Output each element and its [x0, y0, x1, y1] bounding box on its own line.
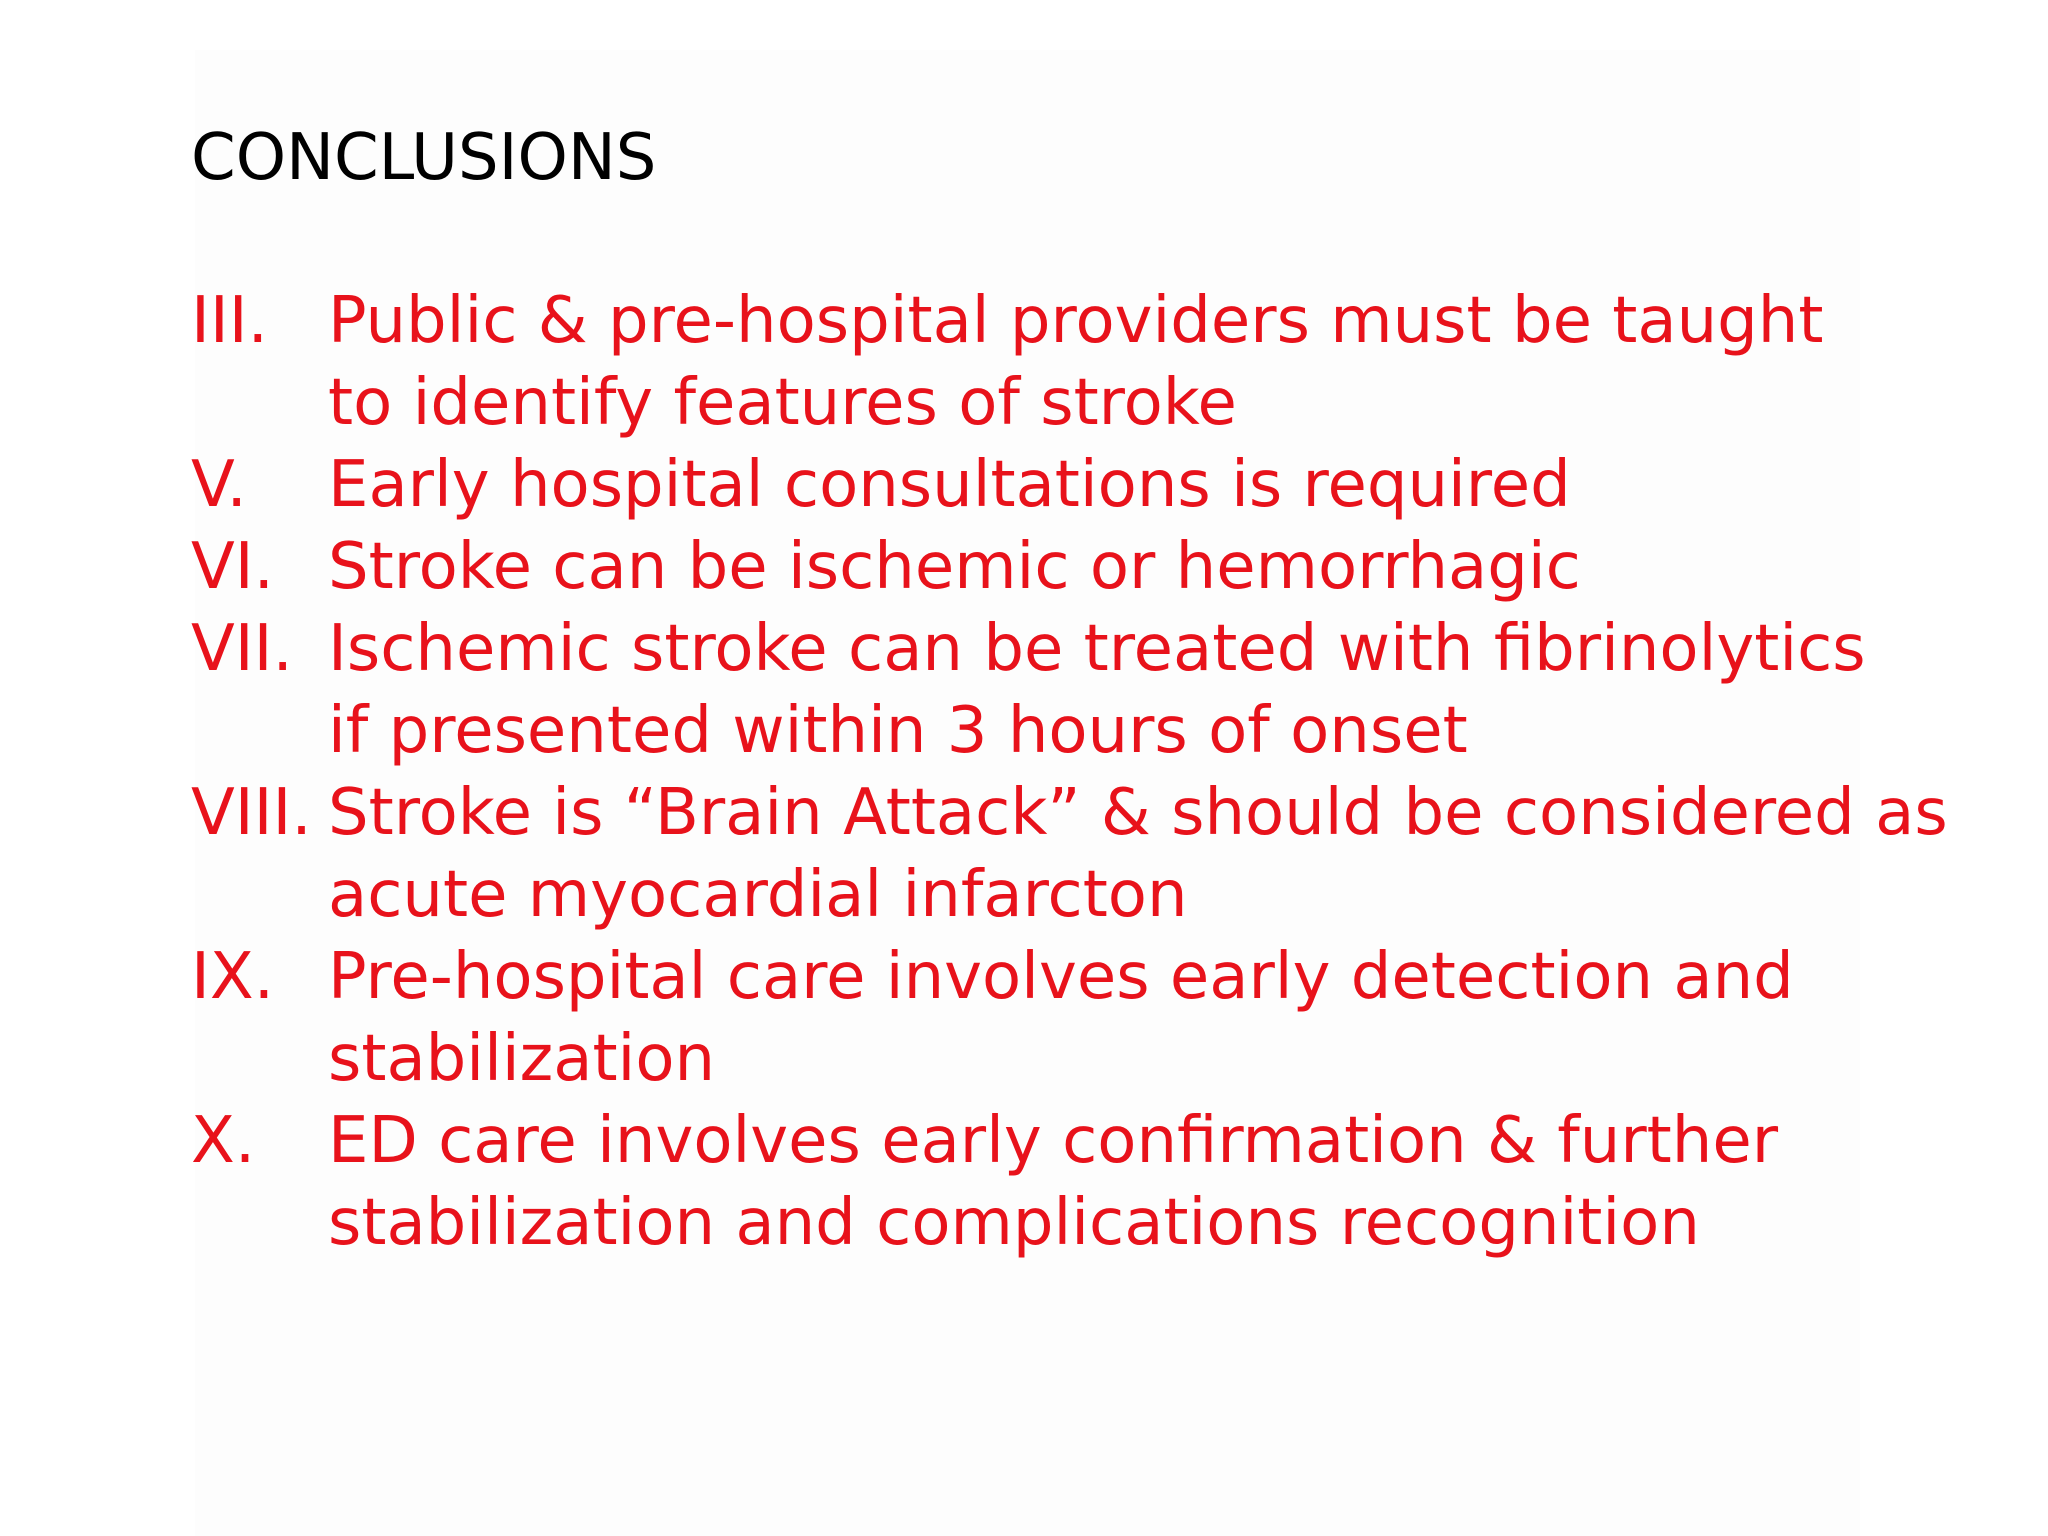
list-item [191, 280, 1891, 444]
list-item-text: ED care involves early confirmation & further stabilization and complications recognition [328, 1104, 1778, 1260]
list-item-numeral: VII. [191, 612, 293, 686]
list-item-text: Stroke is “Brain Attack” & should be considered as acute myocardial infarcton [328, 776, 1948, 932]
list-item [191, 444, 1891, 526]
list-item-numeral: VIII. [191, 776, 312, 850]
list-item-text: Early hospital consultations is required [328, 448, 1571, 522]
slide-title: CONCLUSIONS [191, 121, 657, 195]
list-item [191, 772, 1948, 936]
list-item-text: Public & pre-hospital providers must be taught to identify features of stroke [328, 284, 1824, 440]
list-item-numeral: V. [191, 448, 247, 522]
list-item [191, 1100, 1891, 1264]
list-item-numeral: III. [191, 284, 268, 358]
list-item-text: Ischemic stroke can be treated with fibrinolytics if presented within 3 hours of onset [328, 612, 1866, 768]
list-item [191, 608, 1891, 772]
list-item-text: Pre-hospital care involves early detection and stabilization [328, 940, 1794, 1096]
list-item-numeral: VI. [191, 530, 274, 604]
list-item-text: Stroke can be ischemic or hemorrhagic [328, 530, 1581, 604]
list-item [191, 936, 1891, 1100]
list-item-numeral: IX. [191, 940, 275, 1014]
conclusions-list [191, 280, 1948, 1264]
list-item [191, 526, 1891, 608]
list-item-numeral: X. [191, 1104, 256, 1178]
